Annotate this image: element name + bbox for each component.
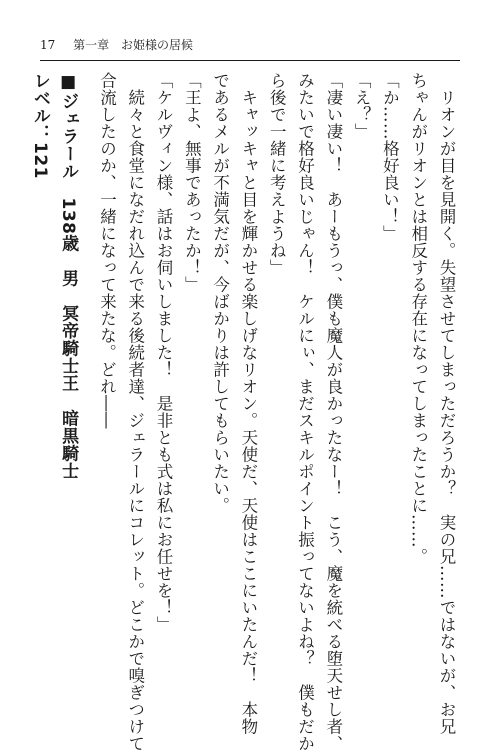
text-line: 合流したのか、一緒になって来たな。どれ――	[97, 72, 117, 429]
text-line: 「か……格好良い！」	[380, 72, 400, 242]
text-line: ちゃんがリオンとは相反する存在になってしまったことに……。	[408, 72, 428, 565]
text-line: 「え？」	[352, 72, 372, 140]
section-title: お姫様の居候	[120, 38, 193, 52]
chapter-title: 第一章	[73, 38, 110, 52]
stat-line-level: レベル：121	[29, 72, 50, 179]
stat-line-character: ■ジェラール 138歳 男 冥帝騎士王 暗黒騎士	[58, 72, 79, 480]
text-line: 「ケルヴィン様、話はお伺いしました！ 是非とも式は私にお任せを！」	[154, 72, 174, 633]
running-header	[40, 36, 193, 53]
text-line: 「王よ、無事であったか！」	[182, 72, 202, 293]
text-line: キャッキャと目を輝かせる楽しげなリオン。天使だ、天使はここにいたんだ！ 本物	[238, 72, 258, 735]
vertical-body-text	[29, 72, 460, 752]
text-line: 続々と食堂になだれ込んで来る後続者達、ジェラールにコレット。どこかで嗅ぎつけて	[125, 72, 145, 752]
text-line: であるメルが不満気だが、今ばかりは許してもらいたい。	[210, 72, 230, 514]
stat-gap	[82, 72, 92, 677]
text-line: ら後で一緒に考えようね」	[267, 72, 287, 276]
page-number: 17	[40, 38, 56, 52]
text-line: 「凄い凄い！ あーもうっ、僕も魔人が良かったなー！ こう、魔を統べる堕天せし者、	[323, 72, 343, 752]
text-line: リオンが目を見開く。失望させてしまっただろうか？ 実の兄……ではないが、お兄	[437, 72, 456, 735]
text-line: みたいで格好良いじゃん！ ケルにぃ、まだスキルポイント振ってないよね？ 僕もだか	[295, 72, 315, 752]
header-rule	[40, 60, 460, 61]
